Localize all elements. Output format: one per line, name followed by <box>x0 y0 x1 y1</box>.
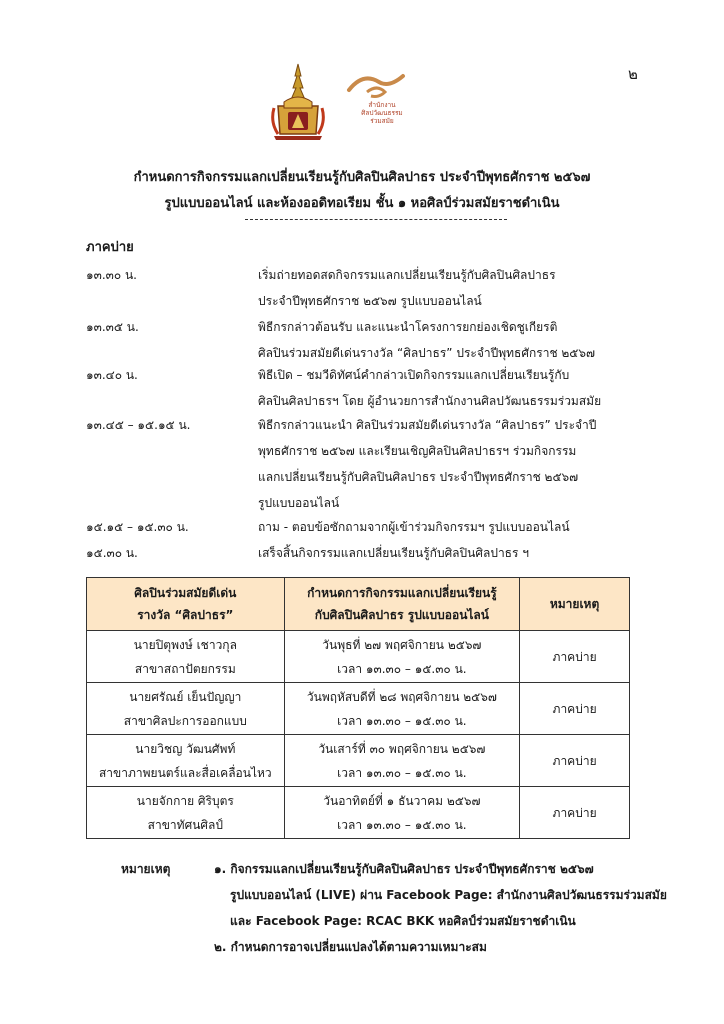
section-label-afternoon: ภาคบ่าย <box>86 240 134 255</box>
artist-schedule-table <box>86 577 630 839</box>
artist-cell: นายจักกาย ศิริบุตร สาขาทัศนศิลป์ <box>87 787 285 839</box>
date-cell: วันเสาร์ที่ ๓๐ พฤศจิกายน ๒๕๖๗ เวลา ๑๓.๓๐ – ๑๕.๓๐ น. <box>284 735 520 787</box>
table-row <box>87 631 630 683</box>
note-line: รูปแบบออนไลน์ (LIVE) ผ่าน Facebook Page: สำนักงานศิลปวัฒนธรรมร่วมสมัย <box>230 888 667 902</box>
table-row <box>87 735 630 787</box>
schedule-time: ๑๓.๔๕ – ๑๕.๑๕ น. <box>86 418 191 432</box>
schedule-desc-line: พิธีกรกล่าวแนะนำ ศิลปินร่วมสมัยดีเด่นรางวัล “ศิลปาธร” ประจำปี <box>258 418 597 432</box>
ocac-logo-line2: ศิลปวัฒนธรรม <box>361 109 403 117</box>
title-divider <box>245 219 507 220</box>
page-number: ๒ <box>628 65 638 83</box>
schedule-desc-line: ศิลปินร่วมสมัยดีเด่นรางวัล “ศิลปาธร” ประจำปีพุทธศักราช ๒๕๖๗ <box>258 346 596 360</box>
schedule-time: ๑๓.๓๐ น. <box>86 268 137 282</box>
ocac-logo-line1: สำนักงาน <box>368 101 396 109</box>
document-title-line1: กำหนดการกิจกรรมแลกเปลี่ยนเรียนรู้กับศิลปินศิลปาธร ประจำปีพุทธศักราช ๒๕๖๗ <box>133 170 591 185</box>
schedule-desc-line: เสร็จสิ้นกิจกรรมแลกเปลี่ยนเรียนรู้กับศิลปินศิลปาธร ฯ <box>258 546 530 560</box>
header-note: หมายเหตุ <box>520 578 630 631</box>
artist-cell: นายปิตุพงษ์ เชาวกุล สาขาสถาปัตยกรรม <box>87 631 285 683</box>
ocac-swirl-icon <box>345 70 407 100</box>
schedule-desc-line: ศิลปินศิลปาธรฯ โดย ผู้อำนวยการสำนักงานศิลปวัฒนธรรมร่วมสมัย <box>258 394 602 408</box>
schedule-desc-line: พิธีเปิด – ชมวีดิทัศน์คำกล่าวเปิดกิจกรรมแลกเปลี่ยนเรียนรู้กับ <box>258 368 570 382</box>
schedule-desc-line: ประจำปีพุทธศักราช ๒๕๖๗ รูปแบบออนไลน์ <box>258 294 482 308</box>
note-cell: ภาคบ่าย <box>520 787 630 839</box>
table-row <box>87 683 630 735</box>
schedule-time: ๑๓.๓๕ น. <box>86 320 139 334</box>
ministry-emblem-logo <box>270 62 326 142</box>
notes-label: หมายเหตุ <box>121 862 171 876</box>
header-schedule: กำหนดการกิจกรรมแลกเปลี่ยนเรียนรู้ กับศิลปินศิลปาธร รูปแบบออนไลน์ <box>284 578 520 631</box>
note-cell: ภาคบ่าย <box>520 735 630 787</box>
date-cell: วันอาทิตย์ที่ ๑ ธันวาคม ๒๕๖๗ เวลา ๑๓.๓๐ – ๑๕.๓๐ น. <box>284 787 520 839</box>
schedule-desc-line: พุทธศักราช ๒๕๖๗ และเรียนเชิญศิลปินศิลปาธรฯ ร่วมกิจกรรม <box>258 444 577 458</box>
ocac-logo <box>345 70 407 134</box>
schedule-time: ๑๕.๓๐ น. <box>86 546 138 560</box>
table-header-row <box>87 578 630 631</box>
schedule-desc-line: เริ่มถ่ายทอดสดกิจกรรมแลกเปลี่ยนเรียนรู้กับศิลปินศิลปาธร <box>258 268 556 282</box>
note-cell: ภาคบ่าย <box>520 631 630 683</box>
note-cell: ภาคบ่าย <box>520 683 630 735</box>
note-line: ๒. กำหนดการอาจเปลี่ยนแปลงได้ตามความเหมาะสม <box>214 940 487 954</box>
ocac-logo-line3: ร่วมสมัย <box>370 117 394 125</box>
schedule-desc-line: รูปแบบออนไลน์ <box>258 496 340 510</box>
note-line: และ Facebook Page: RCAC BKK หอศิลป์ร่วมสมัยราชดำเนิน <box>230 914 576 928</box>
schedule-time: ๑๓.๔๐ น. <box>86 368 138 382</box>
date-cell: วันพุธที่ ๒๗ พฤศจิกายน ๒๕๖๗ เวลา ๑๓.๓๐ – ๑๕.๓๐ น. <box>284 631 520 683</box>
artist-cell: นายศรัณย์ เย็นปัญญา สาขาศิลปะการออกแบบ <box>87 683 285 735</box>
schedule-desc-line: พิธีกรกล่าวต้อนรับ และแนะนำโครงการยกย่องเชิดชูเกียรติ <box>258 320 558 334</box>
header-artist: ศิลปินร่วมสมัยดีเด่น รางวัล “ศิลปาธร” <box>87 578 285 631</box>
schedule-desc-line: ถาม - ตอบข้อซักถามจากผู้เข้าร่วมกิจกรรมฯ รูปแบบออนไลน์ <box>258 520 570 534</box>
schedule-desc-line: แลกเปลี่ยนเรียนรู้กับศิลปินศิลปาธร ประจำปีพุทธศักราช ๒๕๖๗ <box>258 470 579 484</box>
table-row <box>87 787 630 839</box>
note-line: ๑. กิจกรรมแลกเปลี่ยนเรียนรู้กับศิลปินศิลปาธร ประจำปีพุทธศักราช ๒๕๖๗ <box>214 862 594 876</box>
schedule-time: ๑๕.๑๕ – ๑๕.๓๐ น. <box>86 520 189 534</box>
document-title-line2: รูปแบบออนไลน์ และห้องออดิทอเรียม ชั้น ๑ หอศิลป์ร่วมสมัยราชดำเนิน <box>164 196 560 211</box>
date-cell: วันพฤหัสบดีที่ ๒๘ พฤศจิกายน ๒๕๖๗ เวลา ๑๓.๓๐ – ๑๕.๓๐ น. <box>284 683 520 735</box>
artist-cell: นายวิชญ วัฒนศัพท์ สาขาภาพยนตร์และสื่อเคลื่อนไหว <box>87 735 285 787</box>
